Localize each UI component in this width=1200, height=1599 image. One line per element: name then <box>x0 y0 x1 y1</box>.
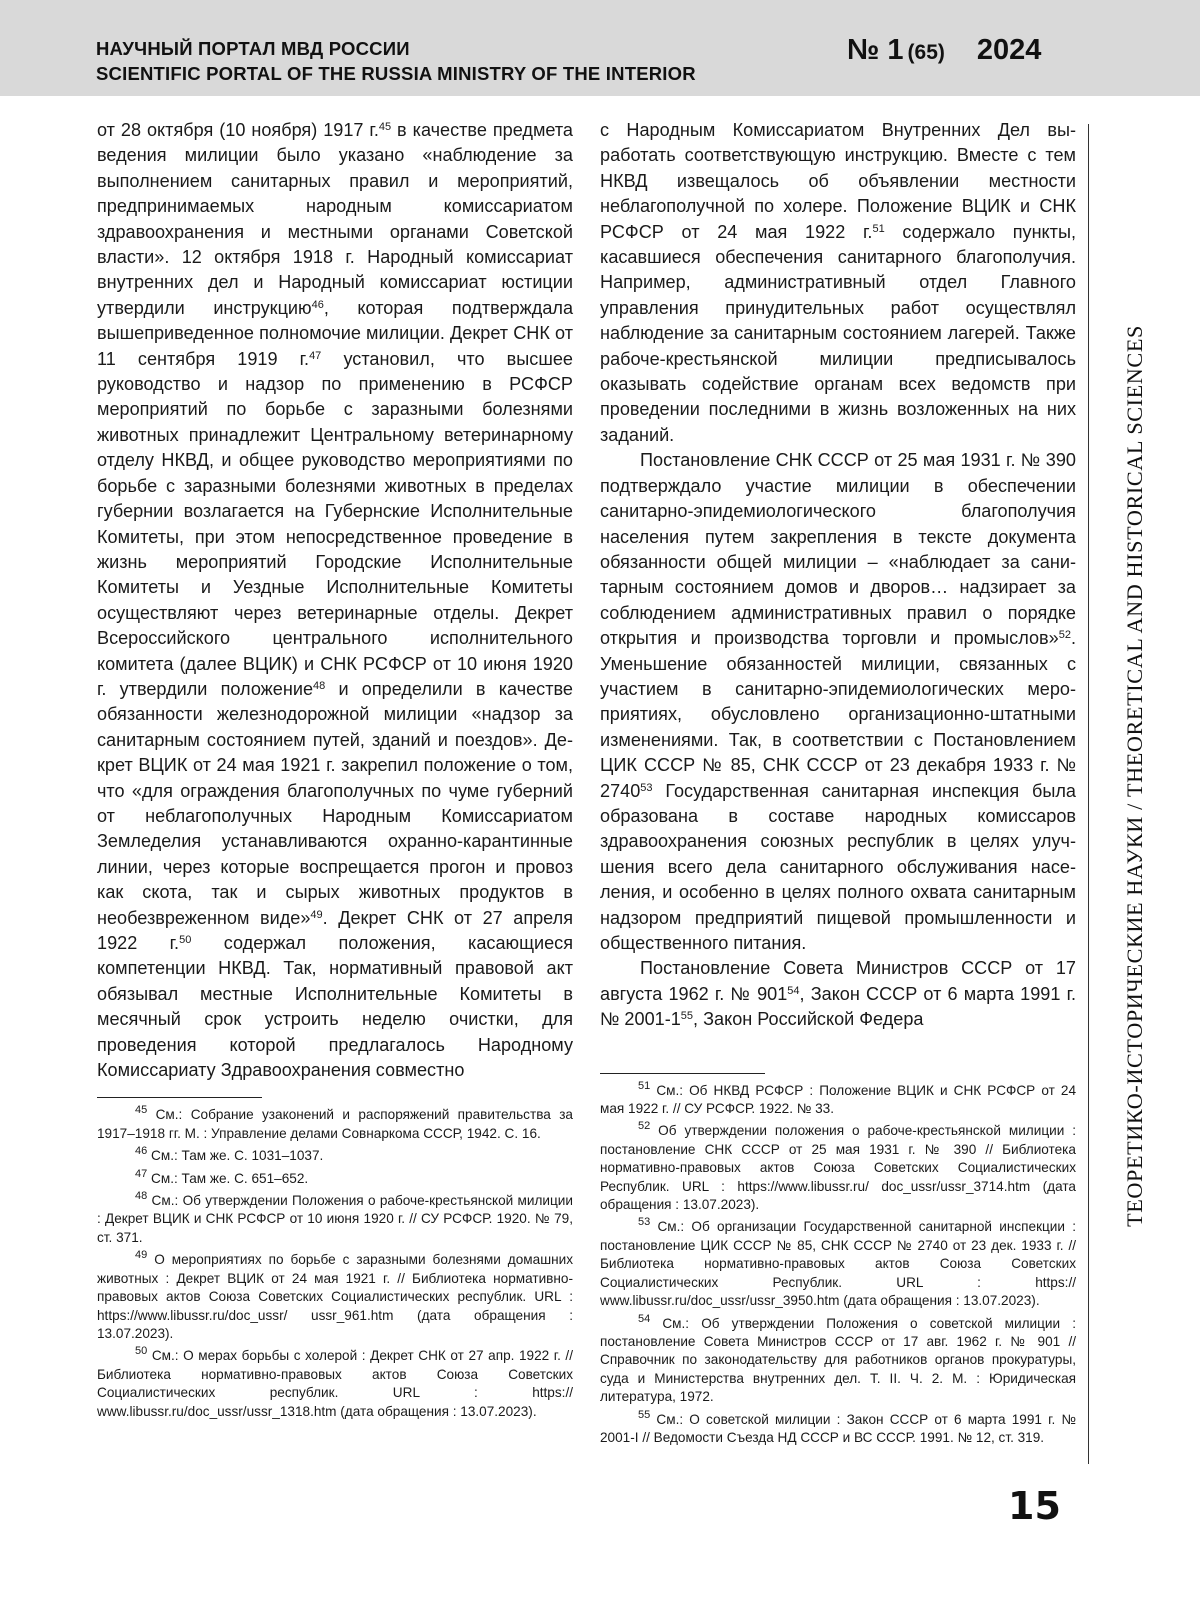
text-run: и определили в качестве обязанности железнодорожной милиции «надзор за санитарным состоянием путей, зданий и поездов». Декрет ВЦИК от 24 мая 1921 г. закрепил положение о том, что «для ограждения благополучных по чуме губерний от неблагополучных Народным Комиссариатом Земледелия устанавливаются охранно-карантинные линии, через которые воспрещается прогон и провоз как скота, так и сырых животных продуктов в необезвреженном виде» <box>97 678 573 928</box>
footnote-ref: 45 <box>378 121 392 133</box>
footnote-number: 55 <box>638 1408 651 1421</box>
footnote-ref: 53 <box>640 781 653 794</box>
footnote-ref: 49 <box>310 908 323 921</box>
footnote-text: См.: Собрание узаконений и распоряжений правительства за 1917–1918 гг. М. : Управление делами Совнаркома СССР, 1942. С. 16. <box>97 1107 573 1141</box>
margin-divider <box>1088 124 1089 1464</box>
text-run: , которая подтверждала вышеприведенное полномочие милиции. Декрет СНК от 11 сентября 1919 г. <box>97 297 574 369</box>
left-column <box>97 118 573 1425</box>
left-footnotes <box>97 1106 573 1421</box>
text-run: с Народным Комиссариатом Внутренних Дел выработать соответствующую инструкцию. Вместе с тем НКВД извещалось об объявлении местности неблагополучной по холере. Положение ВЦИК и СНК РСФСР от 24 мая 1922 г. <box>600 120 1076 242</box>
footnote <box>600 1312 1076 1407</box>
footnote-number: 48 <box>135 1190 148 1203</box>
text-run: , Закон Российской Федера <box>693 1009 924 1030</box>
footnote-text: См.: Об организации Государственной санитарной инспекции : постановление ЦИК СССР № 85, СНК СССР № 2740 от 23 дек. 1933 г. // Библиотека нормативно-правовых актов Союза Советских Социалистических Республик. URL : https:// www.libussr.ru/doc_ussr/ussr_3950.htm (дата обращения : 13.07.2023). <box>600 1219 1076 1309</box>
journal-title <box>96 36 696 86</box>
text-run: Государственная санитарная инспекция была образована в составе народных комиссаров здравоохранения союзных республик в целях улучшения всего дела санитарного обслуживания населения, и особенно в целях полного охвата санитарным надзором предприятий пищевой промышленности и общественного питания. <box>600 780 1076 953</box>
footnote-text: Об утверждении положения о рабоче-крестьянской милиции : постановление СНК СССР от 25 мая 1931 г. № 390 // Библиотека нормативно-правовых актов Союза Советских Социалистических Республик. URL : https://www.libussr.ru/ doc_ussr/ussr_3714.htm (дата обращения : 13.07.2023). <box>600 1123 1076 1213</box>
text-run: в качестве предмета ведения милиции было указано «наблюдение за выполнением санитарных правил и мероприятий, предпринимаемых народным комиссариатом здравоохранения и местными органами Советской власти». 12 октября 1918 г. Народный комиссариат внутренних дел и Народный комиссариат юстиции утвердили инструкцию <box>97 120 573 318</box>
footnote-divider <box>600 1073 765 1074</box>
footnote <box>97 1251 573 1343</box>
text-run: содержал положения, касающиеся компетенции НКВД. Так, нормативный правовой акт обязывал местные Исполнительные Комитеты в месячный срок устроить неделю очистки, для проведения которой предлагалось Народному Комиссариату Здравоохранения совместно <box>97 933 573 1081</box>
footnote-ref: 48 <box>313 679 326 692</box>
journal-header <box>0 0 1200 96</box>
footnote-ref: 54 <box>787 984 800 997</box>
footnote-text: См.: Об НКВД РСФСР : Положение ВЦИК и СНК РСФСР от 24 мая 1922 г. // СУ РСФСР. 1922. № 33. <box>600 1082 1076 1117</box>
footnote-text: О мероприятиях по борьбе с заразными болезнями домашних животных : Декрет ВЦИК от 24 мая 1921 г. // Библиотека нормативно-правовых актов Союза Советских Социалистических республик. URL : https://www.libussr.ru/doc_ussr/ ussr_961.htm (дата обращения : 13.07.2023). <box>97 1252 573 1341</box>
footnote <box>600 1218 1076 1310</box>
footnote <box>97 1192 573 1247</box>
footnote-number: 45 <box>135 1104 148 1117</box>
footnote-ref: 55 <box>680 1010 694 1023</box>
footnote <box>600 1079 1076 1119</box>
footnote-text: См.: О мерах борьбы с холерой : Декрет СНК от 27 апр. 1922 г. // Библиотека нормативно-правовых актов Союза Советских Социалистических республик. URL : https:// www.libussr.ru/doc_ussr/ussr_1318.htm (дата обращения : 13.07.2023). <box>97 1348 573 1419</box>
footnote-ref: 52 <box>1058 629 1071 642</box>
footnote <box>97 1147 573 1165</box>
footnote-text: См.: Там же. С. 1031–1037. <box>147 1148 324 1164</box>
text-run: . Декрет СНК от 27 апреля 1922 г. <box>97 907 573 953</box>
footnote <box>97 1167 573 1188</box>
journal-title-en: SCIENTIFIC PORTAL OF THE RUSSIA MINISTRY OF THE INTERIOR <box>96 63 696 84</box>
right-paragraph-1 <box>600 118 1076 448</box>
footnote-ref: 47 <box>309 349 322 362</box>
footnote-number: 47 <box>135 1167 148 1180</box>
text-run: содержало пункты, касавшиеся обеспечения санитарного благополучия. Например, административный отдел Главного управления принудительных работ осуществлял наблюдение за санитарным состоянием лагерей. Также рабоче-крестьянской милиции предписывалось оказывать содействие органам всех ведомств при проведении последними в жизнь возложенных на них заданий. <box>600 221 1076 445</box>
issue-info <box>847 34 1041 67</box>
text-run: Постановление СНК СССР от 25 мая 1931 г. № 390 подтверждало участие милиции в обеспечении санитарно-эпидемиологического благополучия населения путем закрепления в тексте документа обязанности общей милиции – «наблюдает за санитарным состоянием домов и дворов… надзирает за соблюдением административных правил о порядке открытия и производства торговли и промыслов» <box>600 450 1076 649</box>
footnote-text: См.: Об утверждении Положения о советской милиции : постановление Совета Министров СССР от 17 авг. 1962 г. № 901 // Справочник по законодательству для работников органов прокуратуры, суда и Министерства внутренних дел. Т. II. Ч. 2. М. : Юридическая литература, 1972. <box>600 1315 1076 1405</box>
footnote <box>97 1347 573 1421</box>
footnote-text: См.: Об утверждении Положения о рабоче-крестьянской милиции : Декрет ВЦИК и СНК РСФСР от 10 июня 1920 г. // СУ РСФСР. 1920. № 79, ст. 371. <box>97 1193 573 1245</box>
page-number: 15 <box>1008 1484 1061 1528</box>
footnote-number: 53 <box>638 1216 651 1229</box>
footnote-text: См.: Там же. С. 651–652. <box>147 1170 309 1186</box>
footnote-ref: 50 <box>179 934 192 946</box>
footnote <box>97 1106 573 1143</box>
text-run: от 28 октября (10 ноября) 1917 г. <box>97 120 379 140</box>
text-run: установил, что высшее руководство и надзор по применению в РСФСР мероприятий по борьбе с заразными болезнями животных принадлежит Центральному ветеринарному отделу НКВД, и общее руководство мероприятиями по борьбе с заразными болезнями животных в пределах губернии возлагается на Губернские Исполнительные Комитеты, при этом непосредственное проведение в жизнь мероприятий Городские Исполнительные Комитеты и Уездные Исполнительные Комитеты осуществляют через ветеринарные отделы. Декрет Всероссийского центрального исполнительного комитета (далее ВЦИК) и СНК РСФСР от 10 июня 1920 г. утвердили положение <box>97 348 573 699</box>
footnote-number: 49 <box>135 1249 148 1262</box>
right-footnotes <box>600 1079 1076 1448</box>
footnote <box>600 1122 1076 1214</box>
footnote-text: См.: О советской милиции : Закон СССР от 6 марта 1991 г. № 2001-I // Ведомости Съезда НД СССР и ВС СССР. 1991. № 12, ст. 319. <box>600 1411 1076 1445</box>
footnote-number: 51 <box>638 1079 651 1092</box>
footnote-number: 46 <box>135 1145 148 1158</box>
left-paragraph-1 <box>97 118 573 1083</box>
text-run: , Закон СССР от 6 марта 1991 г. № 2001-1 <box>600 983 1076 1030</box>
right-body <box>600 118 1076 1033</box>
issue-total: (65) <box>907 41 945 64</box>
journal-title-ru: НАУЧНЫЙ ПОРТАЛ МВД РОССИИ <box>96 38 410 59</box>
footnote-number: 54 <box>638 1312 651 1325</box>
issue-year: 2024 <box>976 34 1042 66</box>
footnote-number: 50 <box>135 1345 148 1358</box>
text-run: Постановление Совета Министров СССР от 17 августа 1962 г. № 901 <box>600 958 1076 1004</box>
footnote <box>600 1408 1076 1448</box>
footnote-number: 52 <box>638 1120 651 1133</box>
issue-number: № 1 <box>847 34 904 66</box>
right-paragraph-3 <box>600 956 1076 1032</box>
footnote-ref: 51 <box>872 222 885 235</box>
footnote-ref: 46 <box>311 298 324 311</box>
footnote-divider <box>97 1097 262 1098</box>
right-paragraph-2 <box>600 448 1076 956</box>
section-label: ТЕОРЕТИКО-ИСТОРИЧЕСКИЕ НАУКИ / THEORETICAL AND HISTORICAL SCIENCES <box>1122 325 1147 1227</box>
right-column <box>600 118 1076 1451</box>
text-run: . Уменьшение обязанностей милиции, связанных с участием в санитарно-эпидемиологических мероприятиях, обусловлено организационно-штатными изменениями. Так, в соответствии с Постановлением ЦИК СССР № 85, СНК СССР от 23 декабря 1933 г. № 2740 <box>600 628 1076 801</box>
left-body <box>97 118 573 1083</box>
